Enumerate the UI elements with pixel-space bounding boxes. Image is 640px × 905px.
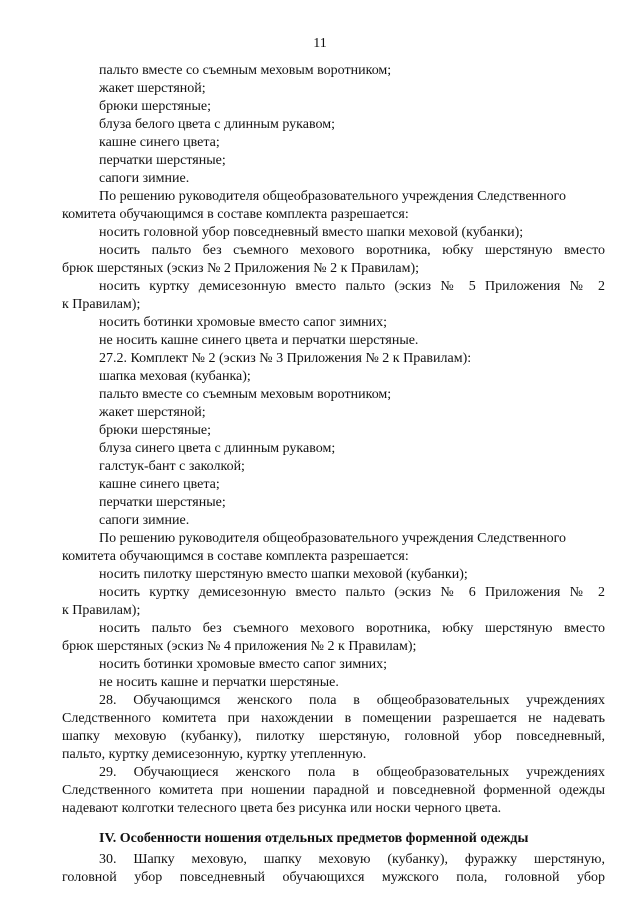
text-line: пальто, куртку демисезонную, куртку утепленную. [62, 747, 367, 762]
text-line: брюк шерстяных (эскиз № 2 Приложения № 2 к Правилам); [62, 261, 419, 276]
text-line: брюки шерстяные; [99, 99, 211, 114]
text-line: носить куртку демисезонную вместо пальто (эскиз № 5 Приложения № 2 [99, 279, 605, 294]
text-line: сапоги зимние. [99, 171, 190, 186]
text-line: комитета обучающимся в составе комплекта разрешается: [62, 207, 409, 222]
text-line: кашне синего цвета; [99, 477, 220, 492]
text-line: Следственного комитета при ношении парадной и повседневной форменной одежды [62, 783, 605, 798]
text-line: кашне синего цвета; [99, 135, 220, 150]
text-line: сапоги зимние. [99, 513, 190, 528]
text-line: носить куртку демисезонную вместо пальто (эскиз № 6 Приложения № 2 [99, 585, 605, 600]
page-number: 11 [313, 36, 327, 51]
text-line: пальто вместе со съемным меховым воротником; [99, 63, 392, 78]
text-line: По решению руководителя общеобразовательного учреждения Следственного [99, 189, 567, 204]
section-heading: IV. Особенности ношения отдельных предметов форменной одежды [99, 831, 529, 846]
text-line: 29. Обучающиеся женского пола в общеобразовательных учреждениях [99, 765, 605, 780]
text-line: носить пальто без съемного мехового воротника, юбку шерстяную вместо [99, 243, 605, 258]
text-line: 28. Обучающимся женского пола в общеобразовательных учреждениях [99, 693, 605, 708]
text-line: перчатки шерстяные; [99, 495, 226, 510]
text-line: 30. Шапку меховую, шапку меховую (кубанку), фуражку шерстяную, [99, 852, 605, 867]
text-line: брюки шерстяные; [99, 423, 211, 438]
text-line: 27.2. Комплект № 2 (эскиз № 3 Приложения № 2 к Правилам): [99, 351, 472, 366]
text-line: блуза синего цвета с длинным рукавом; [99, 441, 336, 456]
text-line: По решению руководителя общеобразовательного учреждения Следственного [99, 531, 567, 546]
text-line: перчатки шерстяные; [99, 153, 226, 168]
text-line: к Правилам); [62, 297, 141, 312]
text-line: шапку меховую (кубанку), пилотку шерстяную, головной убор повседневный, [62, 729, 605, 744]
text-line: Следственного комитета при нахождении в помещении разрешается не надевать [62, 711, 605, 726]
text-line: брюк шерстяных (эскиз № 4 приложения № 2 к Правилам); [62, 639, 417, 654]
text-line: носить головной убор повседневный вместо шапки меховой (кубанки); [99, 225, 524, 240]
text-line: не носить кашне синего цвета и перчатки шерстяные. [99, 333, 419, 348]
text-line: шапка меховая (кубанка); [99, 369, 251, 384]
text-line: носить пилотку шерстяную вместо шапки меховой (кубанки); [99, 567, 468, 582]
text-line: к Правилам); [62, 603, 141, 618]
text-line: носить ботинки хромовые вместо сапог зимних; [99, 657, 388, 672]
text-line: носить пальто без съемного мехового воротника, юбку шерстяную вместо [99, 621, 605, 636]
text-line: носить ботинки хромовые вместо сапог зимних; [99, 315, 388, 330]
text-line: блуза белого цвета с длинным рукавом; [99, 117, 335, 132]
text-line: не носить кашне и перчатки шерстяные. [99, 675, 339, 690]
text-line: жакет шерстяной; [99, 405, 206, 420]
text-line: комитета обучающимся в составе комплекта разрешается: [62, 549, 409, 564]
text-line: жакет шерстяной; [99, 81, 206, 96]
text-line: галстук-бант с заколкой; [99, 459, 245, 474]
text-line: головной убор повседневный обучающихся мужского пола, головной убор [62, 870, 605, 885]
text-line: пальто вместе со съемным меховым воротником; [99, 387, 392, 402]
text-line: надевают колготки телесного цвета без рисунка или носки черного цвета. [62, 801, 502, 816]
